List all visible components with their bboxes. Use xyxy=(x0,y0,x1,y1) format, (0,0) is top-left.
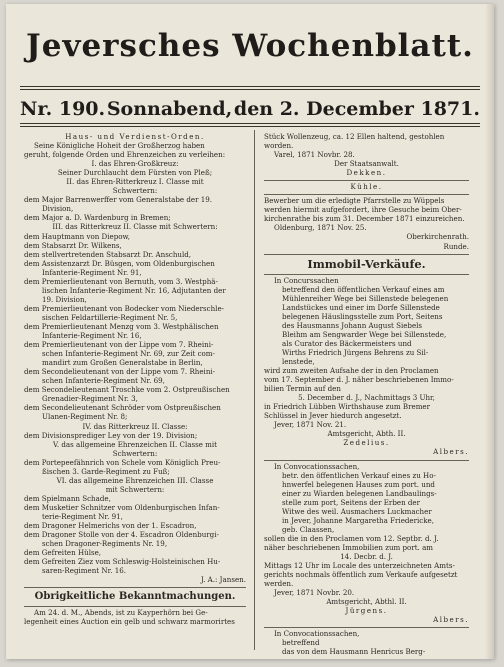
text-line: lenstede, xyxy=(282,356,315,366)
text-line: Albers. xyxy=(433,447,469,457)
text-line: Stück Wollenzeug, ca. 12 Ellen haltend, gestohlen xyxy=(264,132,445,141)
text-line: näher beschriebenen Immobilien zum port. am xyxy=(264,542,434,552)
text-line: betreffend xyxy=(282,638,320,648)
text-line: schen Infanterie-Regiment Nr. 69, xyxy=(42,376,165,386)
text-line: Landstückes und einer im Dorfe Sillenstede xyxy=(282,302,440,312)
text-line: dem Gefreiten Ziez vom Schleswig-Holsteinischen Hu- xyxy=(24,557,221,567)
text-line: bilien Termin auf den xyxy=(264,384,341,394)
announcements-article xyxy=(24,608,246,626)
text-line: terie-Regiment Nr. 91, xyxy=(42,511,123,521)
text-line: Haus- und Verdienst-Orden. xyxy=(65,132,205,141)
text-line: einer zu Wiarden belegenen Landbaulings- xyxy=(282,488,437,498)
text-line: dem Gefreiten Hülse, xyxy=(24,548,102,558)
text-line: dem Secondelieutenant von der Lippe vom 7. Rheini- xyxy=(24,367,216,377)
text-line: betr. den öffentlichen Verkauf eines zu Ho- xyxy=(282,470,436,480)
text-line: werden. xyxy=(264,579,294,589)
text-line: Oberkirchenrath. xyxy=(406,232,469,242)
text-line: dem Secondelieutenant Schröder vom Ostpreußischen xyxy=(24,403,221,413)
dateline-rule-2 xyxy=(20,126,480,127)
text-line: werden hiermit aufgefordert, ihre Gesuche beim Ober- xyxy=(264,205,462,215)
text-line: dem Musketier Schnitzer vom Oldenburgischen Infan- xyxy=(24,502,220,512)
text-line: In Convocationssachen, xyxy=(274,629,360,639)
text-line: Infanterie-Regiment Nr. 16, xyxy=(42,331,142,341)
text-line: Bleihm am Sengwarder Wege bei Sillenstede, xyxy=(282,329,447,339)
text-line: VI. das allgemeine Ehrenzeichen III. Classe xyxy=(56,475,214,485)
text-line: geb. Claassen, xyxy=(282,524,335,534)
immobil-article xyxy=(264,276,469,657)
text-line: II. das Ehren-Ritterkreuz I. Classe mit xyxy=(66,177,204,187)
text-line: in Jever, Johanne Margaretha Friedericke, xyxy=(282,515,435,525)
text-line: In Concurssachen xyxy=(274,275,339,285)
text-line: das von dem Hausmann Henricus Berg- xyxy=(282,647,426,657)
notice-divider xyxy=(264,627,469,628)
text-line: Mühlenreiher Wege bei Sillenstede belegenen xyxy=(282,293,449,303)
text-line: gerichts nochmals öffentlich zum Verkaufe aufgesetzt xyxy=(264,570,458,580)
text-line: mandirt zum Großen Generalstabe in Berlin, xyxy=(42,358,203,368)
text-line: Jever, 1871 Nov. 21. xyxy=(274,420,347,430)
text-line: V. das allgemeine Ehrenzeichen II. Classe mit xyxy=(52,439,218,449)
text-line: wird zum zweiten Aufsahe der in den Proclamen xyxy=(264,366,439,376)
announcements-heading: Obrigkeitliche Bekanntmachungen. xyxy=(34,591,236,603)
text-line: Der Staatsanwalt. xyxy=(334,159,399,169)
text-line: schen Infanterie-Regiment Nr. 69, zur Zeit com- xyxy=(42,349,215,359)
text-line: dem Major Barrenwerffer vom Generalstabe der 19. xyxy=(24,195,213,205)
announcements-divider xyxy=(24,606,246,607)
text-line: Amtsgericht, Abthl. II. xyxy=(326,597,407,607)
text-line: dem Premierlieutenant von der Lippe vom 7. Rheini- xyxy=(24,340,214,350)
text-line: I. das Ehren-Großkreuz: xyxy=(91,159,179,169)
text-line: J. A.: Jansen. xyxy=(200,575,246,585)
text-line: betreffend den öffentlichen Verkauf eines am xyxy=(282,284,445,294)
text-line: stelle zum port, Seitens der Erben der xyxy=(282,497,421,507)
notice-divider xyxy=(264,460,469,461)
text-line: Schlüssel in Jever hiedurch angesetzt. xyxy=(264,411,402,421)
text-line: Grenadier-Regiment Nr. 3, xyxy=(42,394,138,404)
text-line: In Convocationssachen, xyxy=(274,461,360,471)
orders-article xyxy=(24,132,246,584)
text-line: als Curator des Bäckermeisters und xyxy=(282,338,412,348)
text-line: saren-Regiment Nr. 16. xyxy=(42,566,126,576)
dateline-rule xyxy=(20,123,480,124)
immobil-divider-bottom xyxy=(264,274,469,275)
column-divider xyxy=(254,130,255,650)
text-line: dem Divisionsprediger Ley von der 19. Division; xyxy=(24,430,198,440)
text-line: Amtsgericht, Abth. II. xyxy=(327,429,406,439)
notice-divider xyxy=(264,180,469,181)
text-line: in Friedrich Lübben Wirthshause zum Bremer xyxy=(264,402,431,412)
text-line: sischen Feldartillerie-Regiment Nr. 5, xyxy=(42,312,178,322)
text-line: belegenen Häuslingsstelle zum Port, Seitens xyxy=(282,311,443,321)
notice-divider xyxy=(264,194,469,195)
article-divider xyxy=(24,587,246,588)
text-line: Division, xyxy=(42,204,74,214)
text-line: dem Spielmann Schade, xyxy=(24,493,111,503)
text-line: 5. December d. J., Nachmittags 3 Uhr, xyxy=(298,393,435,403)
masthead-title: Jeversches Wochenblatt. xyxy=(26,28,474,64)
text-line: kirchenrathe bis zum 31. December 1871 einzureichen. xyxy=(264,214,465,224)
text-line: Jürgens. xyxy=(345,606,388,616)
text-line: dem Secondelieutenant Troschke vom 2. Ostpreußischen xyxy=(24,385,230,395)
page-edge xyxy=(486,4,494,659)
text-line: legenheit eines Auction ein gelb und schwarz marmorirtes xyxy=(24,617,235,627)
immobil-heading: Immobil-Verkäufe. xyxy=(307,256,426,271)
text-line: dem Assistenzarzt Dr. Büsgen, vom Oldenburgischen xyxy=(24,258,215,268)
text-line: dem Major a. D. Wardenburg in Bremen; xyxy=(24,213,171,223)
text-line: Jever, 1871 Novbr. 20. xyxy=(274,588,355,598)
text-line: Seine Königliche Hoheit der Großherzog haben xyxy=(34,141,205,151)
text-line: 14. Decbr. d. J. xyxy=(340,551,393,561)
left-column xyxy=(24,132,246,626)
text-line: dem Stabsarzt Dr. Wilkens, xyxy=(24,240,122,250)
notices-article xyxy=(264,132,469,251)
text-line: Oldenburg, 1871 Nov. 25. xyxy=(274,223,367,233)
text-line: Wirths Friedrich Jürgens Behrens zu Sil- xyxy=(282,347,429,357)
text-line: Schwertern: xyxy=(112,448,158,458)
text-line: worden. xyxy=(264,141,294,151)
dateline xyxy=(20,98,480,120)
text-line: dem stellvertretenden Stabsarzt Dr. Anschuld, xyxy=(24,249,192,259)
text-line: des Hausmanns Johann August Siebels xyxy=(282,320,423,330)
text-line: Ulanen-Regiment Nr. 8; xyxy=(42,412,128,422)
text-line: dem Premierlieutenant von Bernuth, vom 3. Westphä- xyxy=(24,276,218,286)
text-line: Schwertern: xyxy=(112,186,158,196)
text-line: Seiner Durchlaucht dem Fürsten von Pleß; xyxy=(57,168,213,178)
right-column xyxy=(264,132,469,656)
text-line: hnwerfel belegenen Hauses zum port. und xyxy=(282,479,435,489)
text-line: sollen die in den Proclamen vom 12. Septbr. d. J. xyxy=(264,533,439,543)
text-line: Runde. xyxy=(443,241,469,251)
text-line: geruht, folgende Orden und Ehrenzeichen zu verleihen: xyxy=(24,150,226,160)
masthead-rule-top-2 xyxy=(20,89,480,90)
text-line: Albers. xyxy=(433,615,469,625)
issue-number: Nr. 190. xyxy=(20,98,106,120)
immobil-divider-top xyxy=(264,254,469,255)
text-line: dem Dragoner Stolle von der 4. Escadron Oldenburgi- xyxy=(24,530,219,540)
text-line: dem Hauptmann von Diepow, xyxy=(24,231,130,241)
text-line: mit Schwertern: xyxy=(105,484,165,494)
text-line: schen Dragoner-Regiments Nr. 19, xyxy=(42,539,168,549)
text-line: III. das Ritterkreuz II. Classe mit Schwertern: xyxy=(52,222,218,232)
text-line: Infanterie-Regiment Nr. 91, xyxy=(42,267,142,277)
masthead-rule-top xyxy=(20,86,480,87)
text-line: ßischen 3. Garde-Regiment zu Fuß; xyxy=(42,466,170,476)
text-line: Mittags 12 Uhr im Locale des unterzeichneten Amts- xyxy=(264,561,455,571)
text-line: Dekken. xyxy=(346,168,387,178)
text-line: dem Portepeefähnrich von Schele vom Königlich Preu- xyxy=(24,457,221,467)
issue-day: Sonnabend, xyxy=(106,98,233,120)
text-line: Bewerber um die erledigte Pfarrstelle zu Wüppels xyxy=(264,196,445,206)
text-line: Varel, 1871 Novbr. 28. xyxy=(274,150,355,160)
text-line: vom 17. September d. J. näher beschriebenen Immo- xyxy=(264,375,454,385)
text-line: Am 24. d. M., Abends, ist zu Kayperhörn bei Ge- xyxy=(34,608,208,618)
issue-date: den 2. December 1871. xyxy=(233,98,480,120)
text-line: Kühle. xyxy=(350,182,383,192)
text-line: Witwe des weil. Ausmachers Luckmacher xyxy=(282,506,432,516)
newspaper-page xyxy=(6,4,494,659)
text-line: 19. Division, xyxy=(42,294,87,304)
text-line: Zedelius. xyxy=(343,438,390,448)
text-line: IV. das Ritterkreuz II. Classe: xyxy=(82,421,188,431)
text-line: dem Dragoner Helmerichs von der 1. Escadron, xyxy=(24,521,197,531)
text-line: lischen Infanterie-Regiment Nr. 16, Adjutanten der xyxy=(42,285,226,295)
text-line: dem Premierlieutenant Menzg vom 3. Westphälischen xyxy=(24,321,219,331)
text-line: dem Premierlieutenant von Bodecker vom Niederschle- xyxy=(24,303,225,313)
